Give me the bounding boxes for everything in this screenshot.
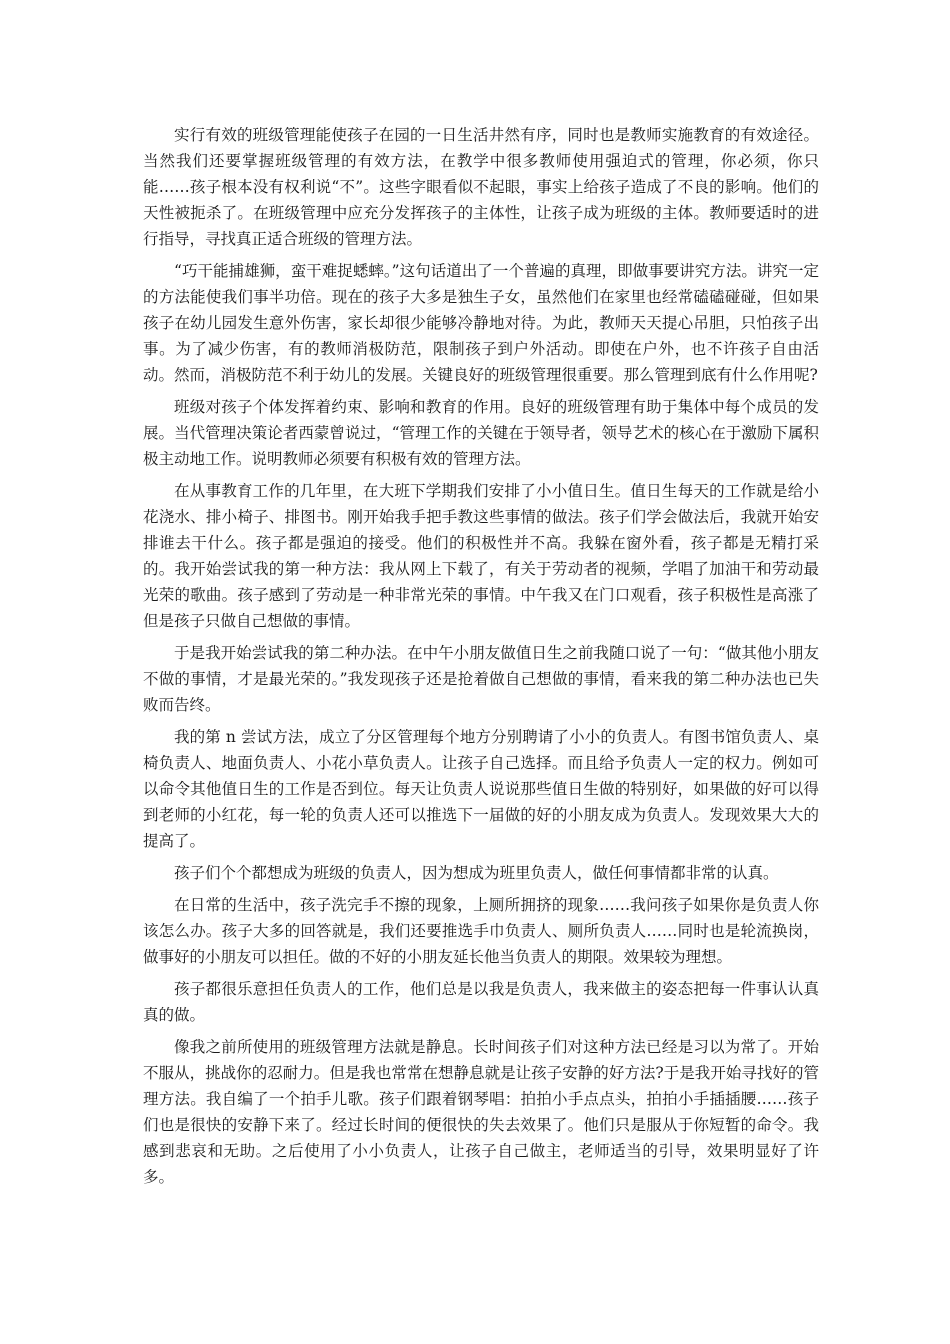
paragraph-6: 我的第 n 尝试方法，成立了分区管理每个地方分别聘请了小小的负责人。有图书馆负责人、桌椅负责人、地面负责人、小花小草负责人。让孩子自己选择。而且给予负责人一定的权力。例如可以命令其他值日生的工作是否到位。每天让负责人说说那些值日生做的特别好，如果做的好可以得到老师的小红花，每一轮的负责人还可以推选下一届做的好的小朋友成为负责人。发现效果大大的提高了。: [143, 728, 819, 850]
paragraph-2: “巧干能捕雄狮，蛮干难捉蟋蟀。”这句话道出了一个普遍的真理，即做事要讲究方法。讲究一定的方法能使我们事半功倍。现在的孩子大多是独生子女，虽然他们在家里也经常磕磕碰碰，但如果孩子在幼儿园发生意外伤害，家长却很少能够冷静地对待。为此，教师天天提心吊胆，只怕孩子出事。为了减少伤害，有的教师消极防范，限制孩子到户外活动。即使在户外，也不许孩子自由活动。然而，消极防范不利于幼儿的发展。关键良好的班级管理很重要。那么管理到底有什么作用呢?: [143, 262, 819, 384]
paragraph-5: 于是我开始尝试我的第二种办法。在中午小朋友做值日生之前我随口说了一句：“做其他小朋友不做的事情，才是最光荣的。”我发现孩子还是抢着做自己想做的事情，看来我的第二种办法也已失败而告终。: [143, 644, 819, 714]
paragraph-8: 在日常的生活中，孩子洗完手不擦的现象，上厕所拥挤的现象……我问孩子如果你是负责人你该怎么办。孩子大多的回答就是，我们还要推选手巾负责人、厕所负责人……同时也是轮流换岗，做事好的小朋友可以担任。做的不好的小朋友延长他当负责人的期限。效果较为理想。: [143, 896, 819, 966]
paragraph-7: 孩子们个个都想成为班级的负责人，因为想成为班里负责人，做任何事情都非常的认真。: [174, 864, 779, 882]
paragraph-1: 实行有效的班级管理能使孩子在园的一日生活井然有序，同时也是教师实施教育的有效途径。当然我们还要掌握班级管理的有效方法，在教学中很多教师使用强迫式的管理，你必须，你只能……孩子根本没有权利说“不”。这些字眼看似不起眼，事实上给孩子造成了不良的影响。他们的天性被扼杀了。在班级管理中应充分发挥孩子的主体性，让孩子成为班级的主体。教师要适时的进行指导，寻找真正适合班级的管理方法。: [143, 126, 819, 248]
paragraph-9: 孩子都很乐意担任负责人的工作，他们总是以我是负责人，我来做主的姿态把每一件事认认真真的做。: [143, 980, 819, 1024]
document-body: [143, 122, 819, 1196]
paragraph-4: 在从事教育工作的几年里，在大班下学期我们安排了小小值日生。值日生每天的工作就是给小花浇水、排小椅子、排图书。刚开始我手把手教这些事情的做法。孩子们学会做法后，我就开始安排谁去干什么。孩子都是强迫的接受。他们的积极性并不高。我躲在窗外看，孩子都是无精打采的。我开始尝试我的第一种方法：我从网上下载了，有关于劳动者的视频，学唱了加油干和劳动最光荣的歌曲。孩子感到了劳动是一种非常光荣的事情。中午我又在门口观看，孩子积极性是高涨了但是孩子只做自己想做的事情。: [143, 482, 819, 630]
paragraph-10: 像我之前所使用的班级管理方法就是静息。长时间孩子们对这种方法已经是习以为常了。开始不服从，挑战你的忍耐力。但是我也常常在想静息就是让孩子安静的好方法?于是我开始寻找好的管理方法。我自编了一个拍手儿歌。孩子们跟着钢琴唱：拍拍小手点点头，拍拍小手插插腰……孩子们也是很快的安静下来了。经过长时间的便很快的失去效果了。他们只是服从于你短暂的命令。我感到悲哀和无助。之后使用了小小负责人，让孩子自己做主，老师适当的引导，效果明显好了许多。: [143, 1038, 819, 1186]
paragraph-3: 班级对孩子个体发挥着约束、影响和教育的作用。良好的班级管理有助于集体中每个成员的发展。当代管理决策论者西蒙曾说过，“管理工作的关键在于领导者，领导艺术的核心在于激励下属积极主动地工作。说明教师必须要有积极有效的管理方法。: [143, 398, 819, 468]
